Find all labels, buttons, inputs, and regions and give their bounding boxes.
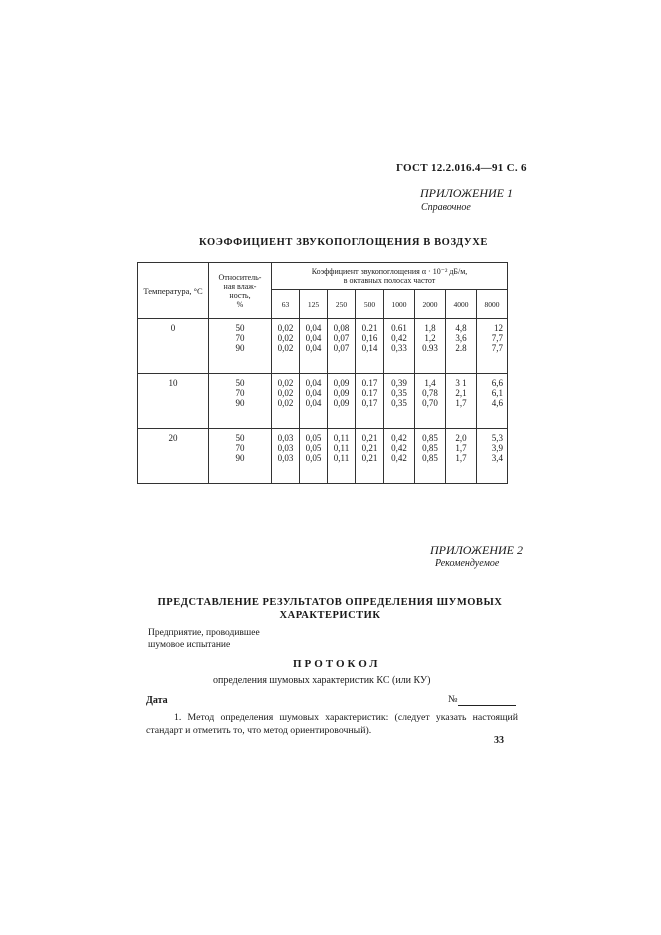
value-cell: 0,21 0,21 0,21: [356, 429, 384, 484]
number-label: №: [448, 694, 458, 705]
item-1-text: 1. Метод определения шумовых характеристик: (следует указать настоящий стандарт и отметить то, что метод ориентировочный).: [146, 712, 518, 736]
value-cell: 0,04 0,04 0,04: [300, 374, 328, 429]
value-cell: 0,04 0,04 0,04: [300, 319, 328, 374]
value-cell: 0,09 0,09 0,09: [328, 374, 356, 429]
freq-1000: 1000: [384, 290, 415, 319]
appendix2-subtitle: Рекомендуемое: [435, 558, 500, 569]
header-temperature: Температура, °С: [138, 263, 209, 319]
humidity-cell: 50 70 90: [209, 429, 272, 484]
temperature-cell: 10: [138, 374, 209, 429]
date-label: Дата: [146, 695, 168, 706]
value-cell: 0,11 0,11 0,11: [328, 429, 356, 484]
freq-2000: 2000: [415, 290, 446, 319]
value-cell: 0.21 0,16 0,14: [356, 319, 384, 374]
humidity-cell: 50 70 90: [209, 374, 272, 429]
protocol-title: ПРОТОКОЛ: [293, 658, 381, 670]
value-cell: 0,85 0,85 0,85: [415, 429, 446, 484]
value-cell: 6,6 6,1 4,6: [477, 374, 508, 429]
value-cell: 0.17 0.17 0,17: [356, 374, 384, 429]
value-cell: 1,8 1,2 0.93: [415, 319, 446, 374]
value-cell: 0.61 0,42 0,33: [384, 319, 415, 374]
freq-250: 250: [328, 290, 356, 319]
freq-8000: 8000: [477, 290, 508, 319]
value-cell: 3 1 2,1 1,7: [446, 374, 477, 429]
temperature-cell: 0: [138, 319, 209, 374]
freq-500: 500: [356, 290, 384, 319]
freq-125: 125: [300, 290, 328, 319]
value-cell: 0,02 0,02 0,02: [272, 374, 300, 429]
absorption-table: [137, 262, 508, 484]
appendix1-subtitle: Справочное: [421, 202, 471, 213]
value-cell: 0,02 0,02 0,02: [272, 319, 300, 374]
table-row: [138, 319, 508, 374]
value-cell: 4,8 3,6 2.8: [446, 319, 477, 374]
value-cell: 0,03 0,03 0,03: [272, 429, 300, 484]
document-code: ГОСТ 12.2.016.4—91 С. 6: [396, 162, 527, 174]
freq-4000: 4000: [446, 290, 477, 319]
value-cell: 12 7,7 7,7: [477, 319, 508, 374]
value-cell: 0,39 0,35 0,35: [384, 374, 415, 429]
humidity-cell: 50 70 90: [209, 319, 272, 374]
value-cell: 2,0 1,7 1,7: [446, 429, 477, 484]
appendix2-title: ПРИЛОЖЕНИЕ 2: [430, 543, 523, 557]
header-humidity: Относитель- ная влаж- ность, %: [209, 263, 272, 319]
table-title: КОЭФФИЦИЕНТ ЗВУКОПОГЛОЩЕНИЯ В ВОЗДУХЕ: [199, 237, 488, 248]
table-row: [138, 374, 508, 429]
value-cell: 0,08 0,07 0,07: [328, 319, 356, 374]
value-cell: 1,4 0,78 0,70: [415, 374, 446, 429]
temperature-cell: 20: [138, 429, 209, 484]
value-cell: 5,3 3,9 3,4: [477, 429, 508, 484]
section-title: ПРЕДСТАВЛЕНИЕ РЕЗУЛЬТАТОВ ОПРЕДЕЛЕНИЯ ШУМОВЫХ ХАРАКТЕРИСТИК: [157, 597, 503, 621]
value-cell: 0,42 0,42 0,42: [384, 429, 415, 484]
protocol-subtitle: определения шумовых характеристик КС (или КУ): [213, 675, 431, 686]
header-coefficient: Коэффициент звукопоглощения α · 10⁻² дБ/м, в октавных полосах частот: [272, 263, 508, 290]
number-line: [458, 705, 516, 706]
value-cell: 0,05 0,05 0,05: [300, 429, 328, 484]
page-number: 33: [494, 735, 504, 746]
appendix1-title: ПРИЛОЖЕНИЕ 1: [420, 186, 513, 200]
freq-63: 63: [272, 290, 300, 319]
table-row: [138, 429, 508, 484]
enterprise-label: Предприятие, проводившее шумовое испытание: [148, 628, 260, 650]
